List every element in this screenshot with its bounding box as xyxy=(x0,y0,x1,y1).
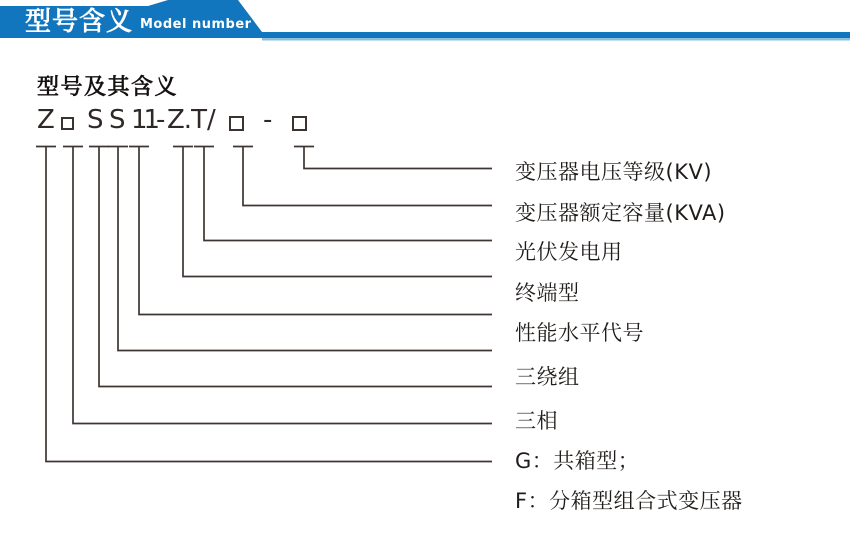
code-slash: / xyxy=(207,105,216,135)
code-hyphen-1: - xyxy=(156,105,166,135)
connector-line-f-split-box xyxy=(36,147,492,462)
code-char-s2: S xyxy=(109,105,126,135)
code-box-3 xyxy=(292,116,307,131)
label-performance-code: 性能水平代号 xyxy=(515,321,644,345)
label-g-common-box: G：共箱型； xyxy=(515,449,640,473)
label-terminal-type: 终端型 xyxy=(515,281,580,305)
code-char-s1: S xyxy=(87,105,104,135)
code-hyphen-2: - xyxy=(263,105,273,135)
connector-line-three-winding xyxy=(108,147,492,351)
code-box-2 xyxy=(229,116,244,131)
label-three-phase: 三相 xyxy=(515,409,558,433)
section-heading: 型号及其含义 xyxy=(37,75,179,100)
code-chars-zt: Z.T xyxy=(167,105,206,135)
label-rated-capacity: 变压器额定容量(KVA) xyxy=(515,201,726,225)
code-box-1 xyxy=(61,117,74,130)
code-char-z1: Z xyxy=(37,105,55,135)
label-voltage-class: 变压器电压等级(KV) xyxy=(515,160,713,184)
banner-title: 型号含义 xyxy=(25,7,134,37)
banner-subtitle: Model number xyxy=(140,17,252,32)
label-pv-use: 光伏发电用 xyxy=(515,240,623,264)
code-num-11: 11 xyxy=(131,105,157,135)
connector-line-terminal-type xyxy=(173,147,492,277)
connector-line-rated-capacity xyxy=(233,147,492,206)
connector-line-voltage-class xyxy=(294,147,492,169)
banner-underline xyxy=(262,38,850,41)
label-three-winding: 三绕组 xyxy=(515,365,580,389)
connector-line-pv-use xyxy=(194,147,492,241)
label-f-split-box: F：分箱型组合式变压器 xyxy=(515,489,743,513)
connector-line-g-common-box xyxy=(63,147,492,424)
